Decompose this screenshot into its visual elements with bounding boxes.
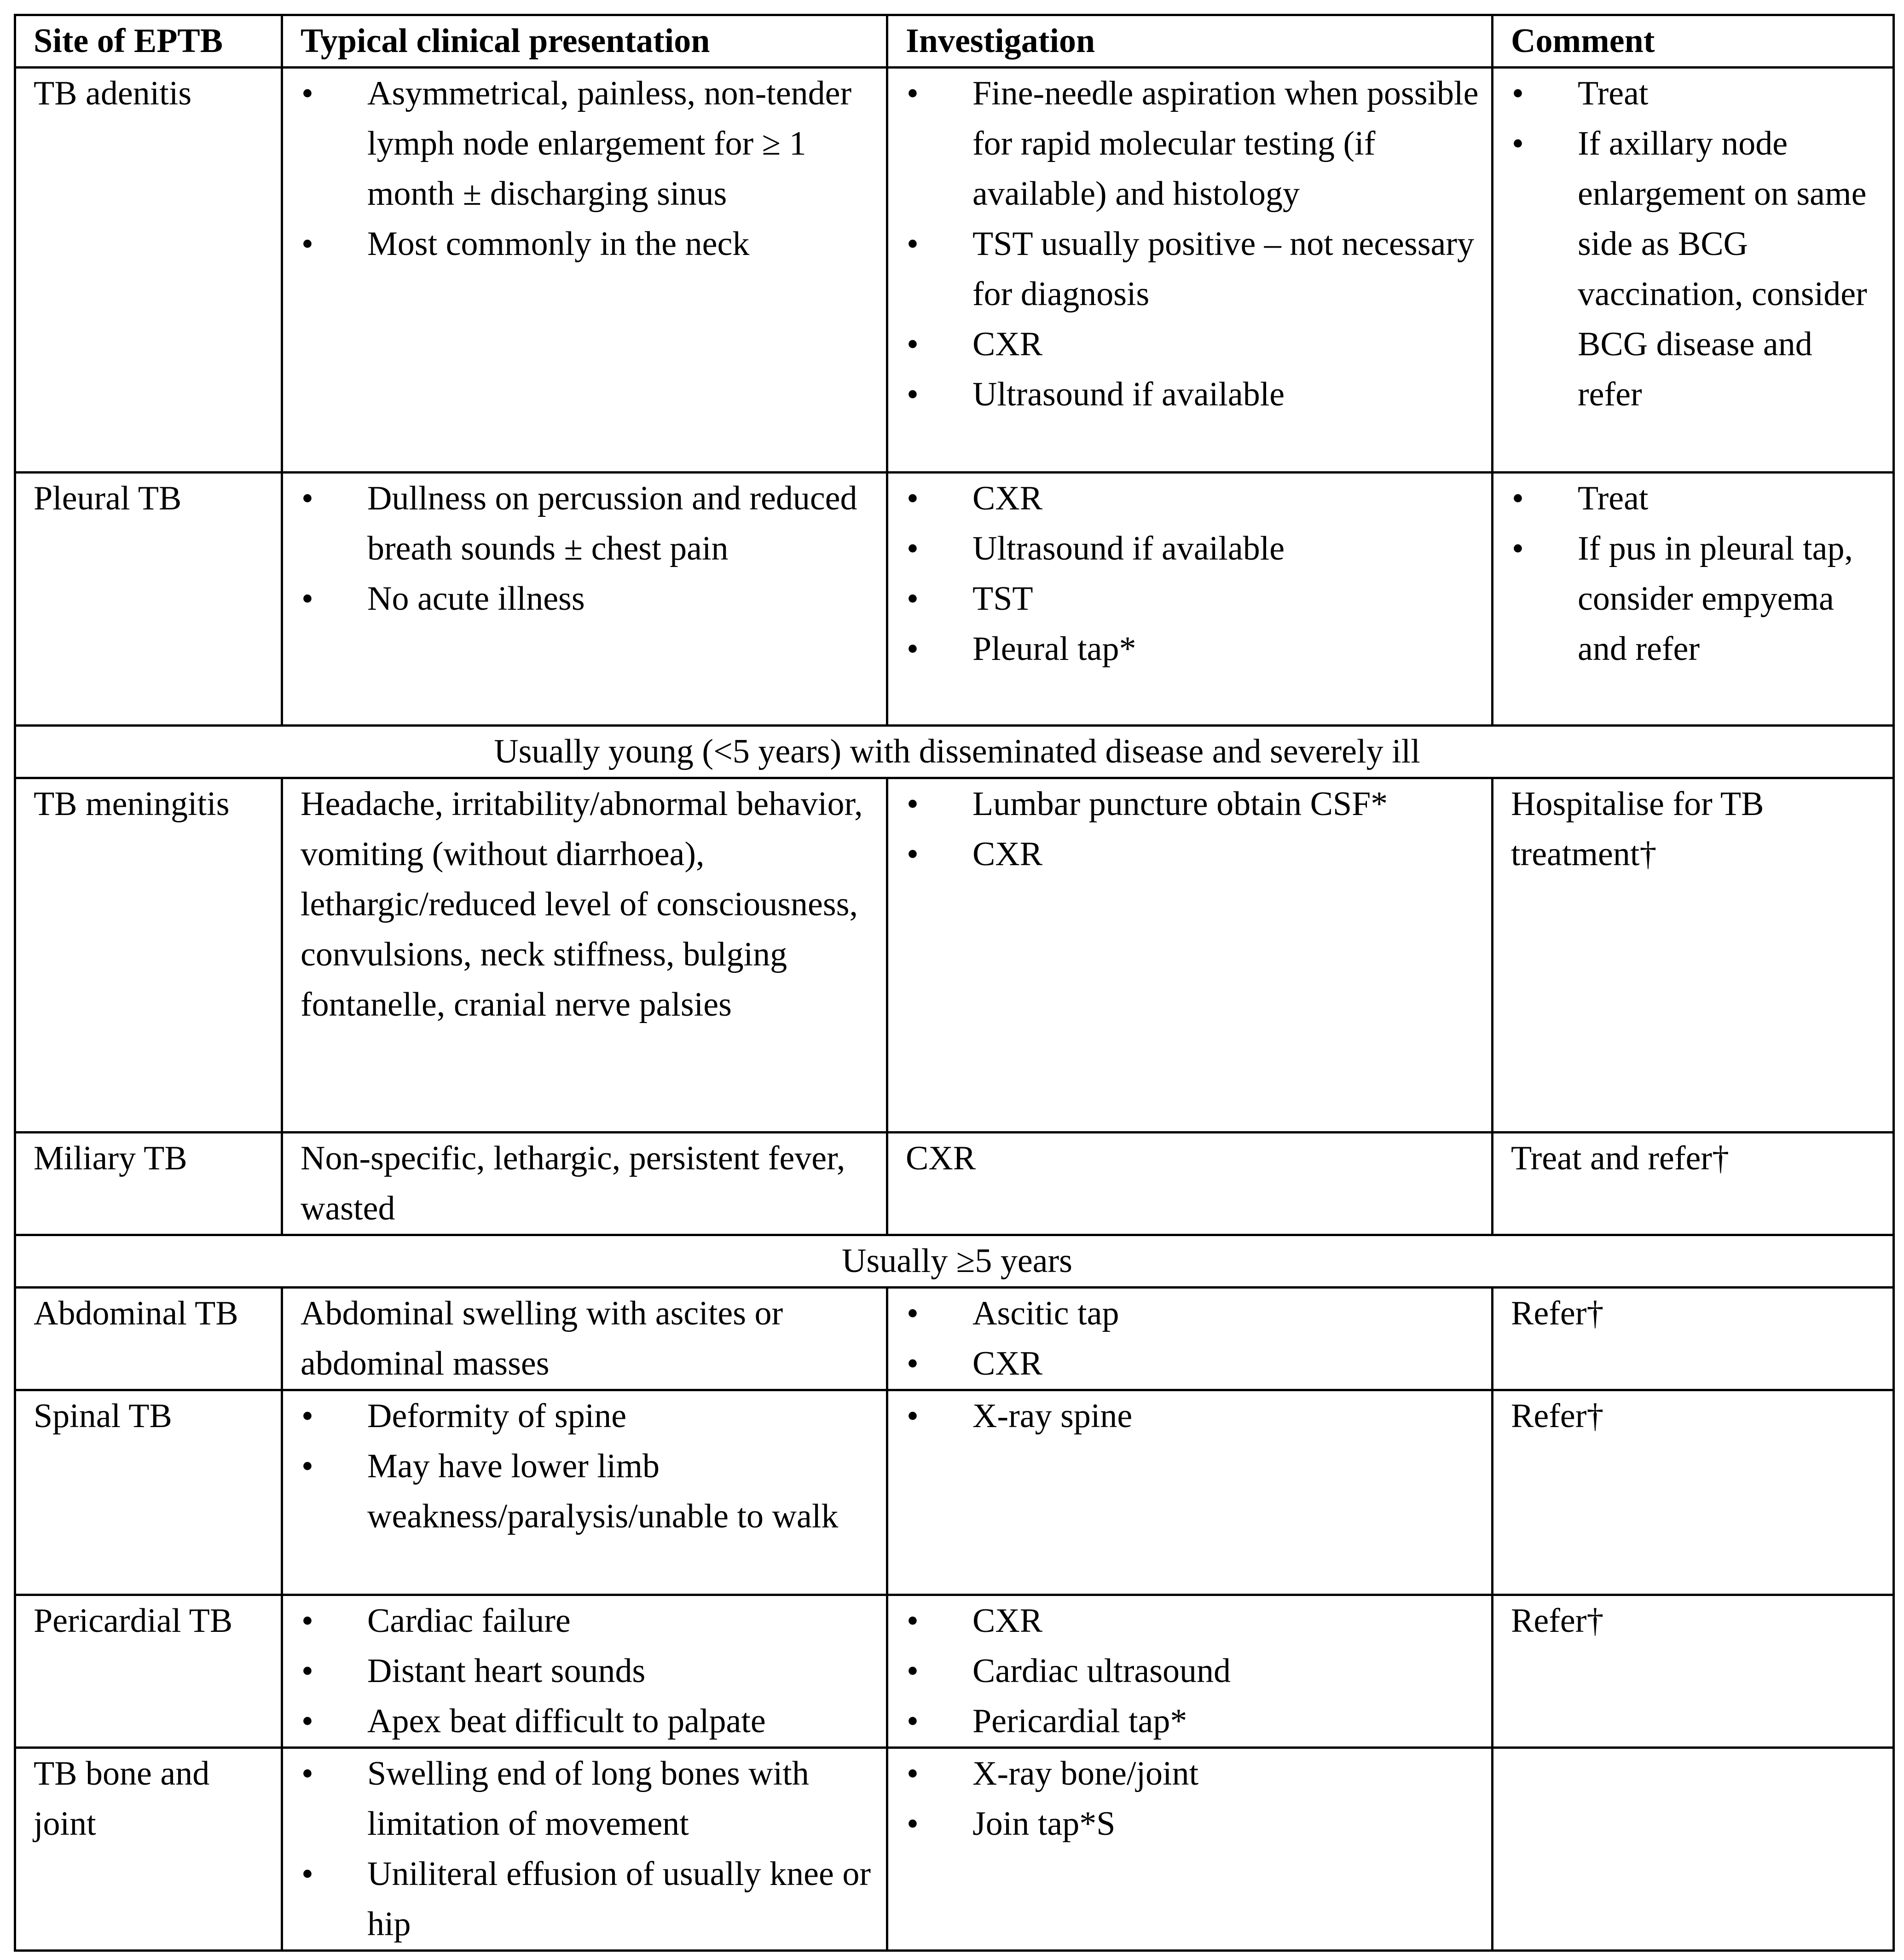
presentation-cell [282, 1390, 887, 1595]
comment-cell: Treat and refer† [1493, 1133, 1894, 1235]
list-item: • CXR [906, 1596, 1479, 1646]
list-item: • CXR [906, 1339, 1479, 1389]
section-heading-older: Usually ≥5 years [15, 1235, 1894, 1288]
list-item: • Ultrasound if available [906, 370, 1479, 420]
presentation-cell: Non-specific, lethargic, persistent fever, wasted [282, 1133, 887, 1235]
list-item: • Deformity of spine [301, 1391, 874, 1441]
list-item: • Ascitic tap [906, 1289, 1479, 1339]
list-item: • CXR [906, 829, 1479, 879]
list-item: • Pericardial tap* [906, 1696, 1479, 1746]
list-item: • Cardiac ultrasound [906, 1646, 1479, 1696]
presentation-cell: Headache, irritability/abnormal behavior, vomiting (without diarrhoea), lethargic/reduced level of consciousness, convulsions, neck stiffness, bulging fontanelle, cranial nerve palsies [282, 778, 887, 1133]
section-row [15, 1235, 1894, 1288]
comment-cell: Hospitalise for TB treatment† [1493, 778, 1894, 1133]
bullet-list [301, 474, 874, 624]
site-cell: Abdominal TB [15, 1288, 282, 1390]
list-item: • Asymmetrical, painless, non-tender lymph node enlargement for ≥ 1 month ± discharging sinus [301, 69, 874, 219]
site-cell: Pleural TB [15, 473, 282, 726]
list-item: • TST usually positive – not necessary for diagnosis [906, 219, 1479, 319]
table-row [15, 1748, 1894, 1951]
header-investigation: Investigation [887, 15, 1493, 68]
table-row [15, 473, 1894, 726]
table-row [15, 1595, 1894, 1748]
table-row [15, 68, 1894, 473]
investigation-cell [887, 778, 1493, 1133]
presentation-cell [282, 68, 887, 473]
site-cell: Spinal TB [15, 1390, 282, 1595]
header-row [15, 15, 1894, 68]
comment-cell [1493, 473, 1894, 726]
list-item: • Distant heart sounds [301, 1646, 874, 1696]
list-item: • TST [906, 574, 1479, 624]
table-row [15, 1288, 1894, 1390]
bullet-list [301, 1596, 874, 1746]
list-item: • No acute illness [301, 574, 874, 624]
list-item: • CXR [906, 474, 1479, 524]
bullet-list [906, 1391, 1479, 1441]
presentation-cell [282, 1595, 887, 1748]
list-item: • Swelling end of long bones with limitation of movement [301, 1749, 874, 1849]
bullet-list [906, 1289, 1479, 1389]
bullet-list [1511, 474, 1881, 674]
bullet-list [301, 69, 874, 269]
list-item: • X-ray spine [906, 1391, 1479, 1441]
investigation-cell [887, 1288, 1493, 1390]
bullet-list [906, 474, 1479, 674]
presentation-cell [282, 1748, 887, 1951]
investigation-cell [887, 473, 1493, 726]
list-item: • Ultrasound if available [906, 524, 1479, 574]
list-item: • Treat [1511, 69, 1881, 119]
bullet-list [301, 1391, 874, 1542]
investigation-cell [887, 1390, 1493, 1595]
bullet-list [1511, 69, 1881, 420]
list-item: • If pus in pleural tap, consider empyema and refer [1511, 524, 1881, 674]
list-item: • Pleural tap* [906, 624, 1479, 674]
presentation-cell: Abdominal swelling with ascites or abdominal masses [282, 1288, 887, 1390]
comment-cell: Refer† [1493, 1390, 1894, 1595]
section-row [15, 726, 1894, 778]
site-cell: TB adenitis [15, 68, 282, 473]
site-cell: TB meningitis [15, 778, 282, 1133]
list-item: • Join tap*S [906, 1799, 1479, 1849]
comment-cell [1493, 68, 1894, 473]
list-item: • Uniliteral effusion of usually knee or hip [301, 1849, 874, 1949]
list-item: • Lumbar puncture obtain CSF* [906, 779, 1479, 829]
investigation-cell: CXR [887, 1133, 1493, 1235]
list-item: • Fine-needle aspiration when possible for rapid molecular testing (if available) and histology [906, 69, 1479, 219]
site-cell: Pericardial TB [15, 1595, 282, 1748]
list-item: • Apex beat difficult to palpate [301, 1696, 874, 1746]
list-item: • Most commonly in the neck [301, 219, 874, 269]
header-site: Site of EPTB [15, 15, 282, 68]
site-cell: Miliary TB [15, 1133, 282, 1235]
investigation-cell [887, 1748, 1493, 1951]
list-item: • May have lower limb weakness/paralysis/unable to walk [301, 1441, 874, 1542]
table-row [15, 1390, 1894, 1595]
header-presentation: Typical clinical presentation [282, 15, 887, 68]
list-item: • CXR [906, 319, 1479, 370]
table-row [15, 1133, 1894, 1235]
list-item: • X-ray bone/joint [906, 1749, 1479, 1799]
bullet-list [906, 779, 1479, 879]
list-item: • Treat [1511, 474, 1881, 524]
comment-cell: Refer† [1493, 1288, 1894, 1390]
section-heading-young: Usually young (<5 years) with disseminated disease and severely ill [15, 726, 1894, 778]
comment-cell [1493, 1748, 1894, 1951]
site-cell: TB bone and joint [15, 1748, 282, 1951]
investigation-cell [887, 1595, 1493, 1748]
presentation-cell [282, 473, 887, 726]
list-item: • Cardiac failure [301, 1596, 874, 1646]
investigation-cell [887, 68, 1493, 473]
eptb-table [14, 14, 1895, 1952]
bullet-list [906, 1596, 1479, 1746]
table-row [15, 778, 1894, 1133]
list-item: • If axillary node enlargement on same side as BCG vaccination, consider BCG disease and refer [1511, 119, 1881, 420]
comment-cell: Refer† [1493, 1595, 1894, 1748]
bullet-list [301, 1749, 874, 1949]
bullet-list [906, 69, 1479, 420]
header-comment: Comment [1493, 15, 1894, 68]
bullet-list [906, 1749, 1479, 1849]
list-item: • Dullness on percussion and reduced breath sounds ± chest pain [301, 474, 874, 574]
